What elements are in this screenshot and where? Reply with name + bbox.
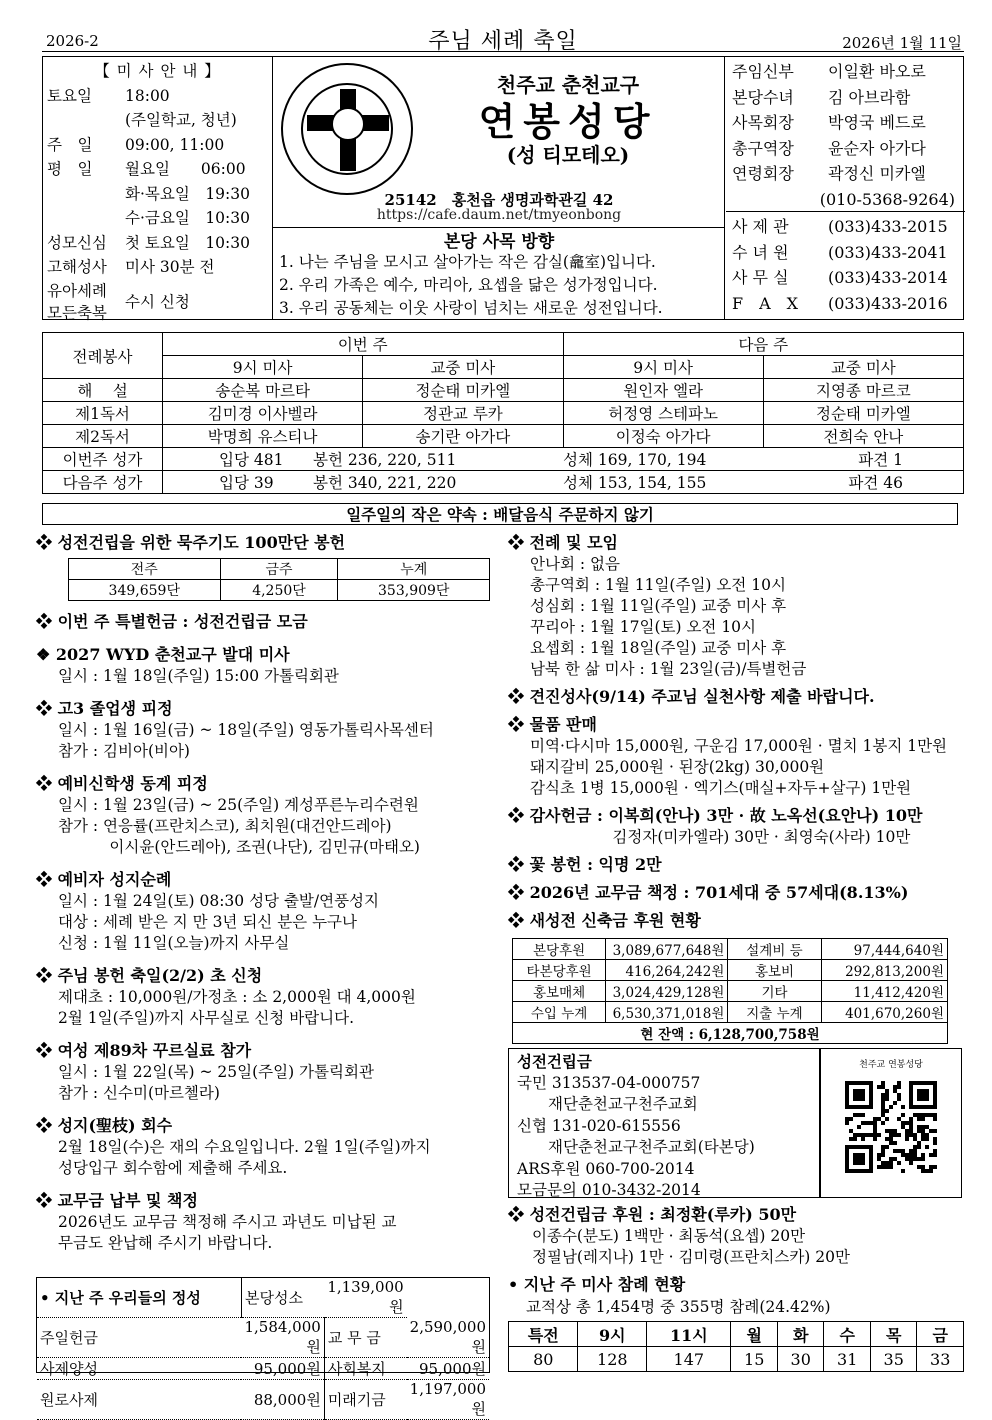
mass-row [47,84,268,109]
offering-cell: 95,000원 [241,1358,324,1380]
account-line: 재단춘천교구천주교회(타본당) [517,1138,755,1156]
notice-line: 감식초 1병 15,000원 · 엑기스(매실+자두+살구) 1만원 [530,779,912,797]
notice-section [508,805,964,848]
notice-section [508,532,964,680]
building-cell: 401,670,260원 [821,1002,947,1023]
mass-day: 평 일 [47,160,93,178]
mass-day: 성모신심 [47,233,107,252]
notice-title: ❖ 견진성사(9/14) 주교님 실천사항 제출 바랍니다. [508,687,875,706]
notice-section [36,644,496,687]
notice-section [508,686,964,708]
mass-day: 고해성사 [47,258,107,276]
notice-title: ❖ 이번 주 특별헌금 : 성전건립금 모금 [36,612,308,631]
notice-section [36,698,496,762]
liturgy-row [43,402,964,425]
notice-section [508,910,964,932]
attendance-value: 147 [647,1347,731,1372]
staff-role: 사목회장 [732,113,794,132]
mass-time: 수·금요일 10:30 [125,209,250,227]
staff-contacts [726,57,965,319]
notice-section [36,611,496,633]
notice-line: 일시 : 1월 22일(목) ~ 25일(주일) 가톨릭회관 [58,1063,374,1081]
attendance-area [508,1274,968,1372]
mass-time: 화·목요일 19:30 [125,184,250,203]
liturgy-cell: 전희숙 안나 [763,425,963,448]
rosary-value: 353,909단 [338,580,490,601]
offering-cell: 미래기금 [324,1380,406,1420]
hymn-value: 입당 39 [219,474,274,492]
building-cell: 홍보비 [728,960,821,981]
attendance-header: 금 [917,1322,964,1347]
notice-title: ❖ 고3 졸업생 피정 [36,699,173,718]
staff-row [732,136,959,162]
offering-table [37,1278,489,1420]
col-mass9: 9시 미사 [163,356,363,379]
mass-schedule [43,57,273,322]
mass-day [47,108,125,133]
rosary-title: ❖ 성전건립을 위한 묵주기도 100만단 봉헌 [36,533,346,552]
notice-title: ❖ 전례 및 모임 [508,533,618,552]
mass-schedule-title: 【 미 사 안 내 】 [94,62,221,80]
staff-phone: (010-5368-9264) [819,189,955,209]
notice-line: 참가 : 신수미(마르첼라) [58,1084,220,1102]
contact-label: F A X [732,293,799,313]
contact-row [732,265,959,291]
next-week-header: 다음 주 [563,333,964,356]
right-column [508,532,964,1268]
building-row [513,939,948,960]
staff-name: 김 아브라함 [828,87,911,107]
church-logo-icon [281,63,413,195]
mass-row [47,108,268,133]
notice-line: 2026년도 교무금 책정해 주시고 과년도 미납된 교 [58,1213,397,1231]
offering-row [37,1380,489,1420]
hymn-label: 이번주 성가 [43,448,163,471]
contact-phone: (033)433-2041 [828,242,948,262]
notice-line: 성심회 : 1월 11일(주일) 교중 미사 후 [530,597,787,615]
staff-role: 주임신부 [732,62,794,81]
liturgy-cell: 지영종 마르코 [763,379,963,402]
offering-row [37,1358,489,1380]
attendance-header: 수 [824,1322,871,1347]
notice-section [36,965,496,1029]
building-cell: 3,024,429,128원 [606,981,728,1002]
liturgy-cell: 정관교 루카 [363,402,563,425]
offering-cell: 교 무 금 [324,1318,406,1358]
notice-section [36,773,496,858]
building-cell: 97,444,640원 [821,939,947,960]
rosary-header: 금주 [220,559,338,580]
church-address: 25142 홍천읍 생명과학관길 42 [384,191,614,209]
building-row [513,1002,948,1023]
donors-title: ❖ 성전건립금 후원 : 최정환(루카) 50만 [508,1205,797,1224]
contact-phone: (033)433-2014 [828,268,948,287]
staff-role: 총구역장 [732,138,794,158]
hymn-value: 봉헌 236, 220, 511 [313,451,457,469]
direction-item: 2. 우리 가족은 예수, 마리아, 요셉을 닮은 성가정입니다. [279,276,658,294]
liturgy-cell: 제1독서 [43,402,163,425]
notice-line: 일시 : 1월 24일(토) 08:30 성당 출발/연풍성지 [58,892,380,910]
hymn-value: 파견 1 [858,451,903,469]
hymn-values [163,448,963,470]
issue-date: 2026년 1월 11일 [842,34,962,52]
notice-title: ❖ 주님 봉헌 축일(2/2) 초 신청 [36,966,263,985]
notice-line: 김정자(미카엘라) 30만 · 최영숙(사라) 10만 [530,828,911,846]
mass-time: (주일학교, 청년) [125,111,237,129]
baptism-value: 수시 신청 [125,292,190,311]
attendance-header: 화 [777,1322,824,1347]
building-cell: 292,813,200원 [821,960,947,981]
notice-line: 일시 : 1월 23일(금) ~ 25(주일) 계성푸른누리수련원 [58,796,419,814]
mass-time: 미사 30분 전 [125,258,215,276]
mass-day [47,182,125,207]
offering-cell: 95,000원 [407,1358,489,1380]
attendance-value: 33 [917,1347,964,1372]
donor-line: 이종수(분도) 1백만 · 최동석(요셉) 20만 [532,1227,806,1245]
attendance-value: 15 [731,1347,778,1372]
notice-title: ❖ 예비신학생 동계 피정 [36,774,208,793]
building-cell: 수입 누계 [513,1002,606,1023]
mass-day: 주 일 [47,135,93,154]
offering-box [36,1277,490,1418]
notice-section [36,1115,496,1179]
staff-row [732,110,959,136]
church-name: 연봉성당 [478,99,658,144]
account-line: 재단춘천교구천주교회 [517,1095,698,1113]
donor-line: 정필남(레지나) 1만 · 김미령(프란치스카) 20만 [532,1248,850,1266]
offering-top-label: 본당성소 [241,1278,324,1318]
notice-title: ❖ 감사헌금 : 이복희(안나) 3만 · 故 노옥선(요안나) 10만 [508,806,923,825]
mass-row [47,206,268,231]
attendance-value: 128 [578,1347,647,1372]
offering-top-value: 1,139,000원 [324,1278,406,1318]
building-cell: 기타 [728,981,821,1002]
this-week-header: 이번 주 [163,333,564,356]
liturgy-cell: 김미경 이사벨라 [163,402,363,425]
rosary-table [68,558,490,601]
notice-title: ❖ 예비자 성지순례 [36,870,172,889]
attendance-header: 목 [870,1322,917,1347]
offering-cell: 88,000원 [241,1380,324,1420]
building-cell: 416,264,242원 [606,960,728,981]
account-line: 신협 131-020-615556 [517,1116,681,1135]
staff-name: 이일환 바오로 [828,62,926,81]
col-massgyo-next: 교중 미사 [763,356,963,379]
contact-label: 사 제 관 [732,217,789,236]
staff-role: 본당수녀 [732,87,794,107]
mass-row [47,255,268,280]
blessing-label: 모든축복 [47,303,107,322]
attendance-value: 30 [777,1347,824,1372]
offering-cell: 사회복지 [324,1358,406,1380]
notice-line: 대상 : 세례 받은 지 만 3년 되신 분은 누구나 [58,913,357,931]
liturgy-row [43,379,964,402]
contact-row [732,214,959,240]
hymn-value: 봉헌 340, 221, 220 [313,474,457,492]
notice-section [36,1190,496,1254]
liturgy-cell: 해 설 [43,379,163,402]
mass-row [47,231,268,256]
hymn-value: 성체 153, 154, 155 [563,474,707,492]
account-line: ARS후원 060-700-2014 [517,1159,695,1178]
notice-section [508,714,964,799]
attendance-header: 특전 [509,1322,578,1347]
contact-phone: (033)433-2015 [828,217,948,236]
notice-line: 안나회 : 없음 [530,555,620,573]
notice-title: ❖ 꽃 봉헌 : 익명 2만 [508,855,662,874]
liturgy-cell: 박명희 유스티나 [163,425,363,448]
contact-row [732,240,959,266]
notice-line: 이시윤(안드레아), 조권(나단), 김민규(마태오) [58,838,420,856]
offering-row [37,1318,489,1358]
contact-label: 수 녀 원 [732,242,789,262]
notice-title: ❖ 2026년 교무금 책정 : 701세대 중 57세대(8.13%) [508,883,909,902]
attendance-title: • 지난 주 미사 참례 현황 [508,1275,686,1294]
staff-row [732,161,959,187]
liturgy-cell: 정순태 미카엘 [763,402,963,425]
building-cell: 3,089,677,648원 [606,939,728,960]
page-header [42,24,964,52]
liturgy-cell: 허정영 스테파노 [563,402,763,425]
building-cell: 6,530,371,018원 [606,1002,728,1023]
liturgy-corner: 전례봉사 [43,333,163,379]
contact-phone: (033)433-2016 [828,293,948,313]
liturgy-cell: 송순복 마르타 [163,379,363,402]
attendance-value: 35 [870,1347,917,1372]
notice-line: 꾸리아 : 1월 17일(토) 오전 10시 [530,618,757,636]
notice-line: 참가 : 연응률(프란치스코), 최치원(대건안드레아) [58,817,392,835]
notice-title: ❖ 물품 판매 [508,715,597,734]
attendance-value: 80 [509,1347,578,1372]
offering-cell: 사제양성 [37,1358,241,1380]
contact-label: 사 무 실 [732,268,789,287]
left-column [36,532,496,1265]
issue-number: 2026-2 [46,32,99,50]
qr-code-icon[interactable] [845,1081,937,1173]
building-cell: 타본당후원 [513,960,606,981]
mass-row [47,182,268,207]
staff-row [732,85,959,111]
mass-time: 월요일 06:00 [125,160,246,178]
notice-title: ❖ 새성전 신축금 후원 현황 [508,911,701,930]
staff-name: 곽정신 미카엘 [828,164,926,183]
baptism-label: 유아세례 [47,281,107,300]
building-balance: 현 잔액 : 6,128,700,758원 [513,1023,948,1044]
building-cell: 11,412,420원 [821,981,947,1002]
hymn-value: 성체 169, 170, 194 [563,451,707,469]
mass-day: 토요일 [47,86,92,105]
staff-name: 윤순자 아가다 [828,138,926,158]
attendance-header: 11시 [647,1322,731,1347]
hymn-cell [163,471,964,494]
liturgy-table [42,332,964,494]
building-cell: 지출 누계 [728,1002,821,1023]
attendance-table [508,1321,964,1372]
building-cell: 설계비 등 [728,939,821,960]
page-title: 주님 세례 축일 [428,29,578,54]
notice-section [36,869,496,954]
staff-role: 연령회장 [732,164,794,183]
notice-line: 총구역회 : 1월 11일(주일) 오전 10시 [530,576,786,594]
hymn-label: 다음주 성가 [43,471,163,494]
hymn-values [163,471,963,493]
offering-cell: 2,590,000원 [407,1318,489,1358]
col-mass9-next: 9시 미사 [563,356,763,379]
notice-section [36,1040,496,1104]
direction-item: 3. 우리 공동체는 이웃 사랑이 넘치는 새로운 성전입니다. [279,299,663,317]
mass-time: 09:00, 11:00 [125,135,225,154]
notice-title: ❖ 2027 WYD 춘천교구 발대 미사 [36,645,290,664]
offering-cell: 원로사제 [37,1380,241,1420]
mass-row [47,133,268,158]
rosary-value: 4,250단 [220,580,338,601]
mass-time: 첫 토요일 10:30 [125,233,250,252]
notice-line: 제대초 : 10,000원/가정초 : 소 2,000원 대 4,000원 [58,988,416,1006]
account-area [508,1048,964,1198]
mass-time: 18:00 [125,86,170,105]
notice-line: 성당입구 회수함에 제출해 주세요. [58,1159,288,1177]
attendance-header: 9시 [578,1322,647,1347]
liturgy-cell: 제2독서 [43,425,163,448]
pastoral-direction-list [279,251,663,320]
liturgy-cell: 이정숙 아가다 [563,425,763,448]
rosary-header: 전주 [69,559,221,580]
notice-line: 남북 한 삶 미사 : 1월 23일(금)/특별헌금 [530,660,807,678]
attendance-value: 31 [824,1347,871,1372]
notice-line: 무금도 완납해 주시기 바랍니다. [58,1234,273,1252]
notice-title: ❖ 교무금 납부 및 책정 [36,1191,198,1210]
notice-line: 신청 : 1월 11일(오늘)까지 사무실 [58,934,290,952]
diocese-name: 천주교 춘천교구 [496,73,640,97]
attendance-header: 월 [731,1322,778,1347]
liturgy-cell: 정순태 미카엘 [363,379,563,402]
hymn-value: 파견 46 [848,474,903,492]
account-line: 모금문의 010-3432-2014 [517,1181,701,1199]
pastoral-direction-title: 본당 사목 방향 [443,232,555,252]
notice-line: 요셉회 : 1월 18일(주일) 교중 미사 후 [530,639,787,657]
direction-item: 1. 나는 주님을 모시고 살아가는 작은 감실(龕室)입니다. [279,253,656,271]
notice-line: 일시 : 1월 16일(금) ~ 18일(주일) 영동가톨릭사목센터 [58,721,434,739]
offering-cell: 1,197,000원 [407,1380,489,1420]
liturgy-cell: 송기란 아가다 [363,425,563,448]
church-url[interactable]: https://cafe.daum.net/tmyeonbong [376,207,622,223]
notice-line: 미역·다시마 15,000원, 구운김 17,000원 · 멸치 1봉지 1만원 [530,737,948,755]
account-line: 국민 313537-04-000757 [517,1073,701,1092]
qr-code-area [820,1048,962,1198]
building-row [513,960,948,981]
notice-section [508,854,964,876]
notice-line: 돼지갈비 25,000원 · 된장(2kg) 30,000원 [530,758,825,776]
hymn-cell [163,448,964,471]
rosary-value: 349,659단 [69,580,221,601]
col-massgyo: 교중 미사 [363,356,563,379]
church-patron: (성 티모테오) [506,143,630,167]
qr-label: 천주교 연봉성당 [859,1060,923,1070]
notice-line: 일시 : 1월 18일(주일) 15:00 가톨릭회관 [58,667,339,685]
liturgy-row [43,425,964,448]
top-info-box [42,56,964,320]
building-cell: 본당후원 [513,939,606,960]
building-cell: 홍보매체 [513,981,606,1002]
offering-title: • 지난 주 우리들의 정성 [37,1278,241,1318]
weekly-promise: 일주일의 작은 약속 : 배달음식 주문하지 않기 [42,503,958,525]
attendance-summary: 교적상 총 1,454명 중 355명 참례(24.42%) [526,1298,831,1316]
notice-title: ❖ 여성 제89차 꾸르실료 참가 [36,1041,252,1060]
mass-row [47,157,268,182]
account-title: 성전건립금 [517,1052,592,1071]
staff-name: 박영국 베드로 [828,113,926,132]
hymn-row [43,448,964,471]
notice-title: ❖ 성지(聖枝) 회수 [36,1116,173,1135]
mass-day [47,206,125,231]
staff-row [732,59,959,85]
hymn-value: 입당 481 [219,451,284,469]
offering-cell: 주일헌금 [37,1318,241,1358]
hymn-row [43,471,964,494]
notice-line: 2월 18일(수)은 재의 수요일입니다. 2월 1일(주일)까지 [58,1138,431,1156]
rosary-header: 누계 [338,559,490,580]
contact-row [732,291,959,317]
liturgy-cell: 원인자 엘라 [563,379,763,402]
church-info [273,57,725,319]
offering-cell: 1,584,000원 [241,1318,324,1358]
notice-section [508,882,964,904]
notice-line: 참가 : 김비아(비아) [58,742,190,760]
building-fund-table [512,938,948,1044]
notice-line: 2월 1일(주일)까지 사무실로 신청 바랍니다. [58,1009,355,1027]
building-row [513,981,948,1002]
